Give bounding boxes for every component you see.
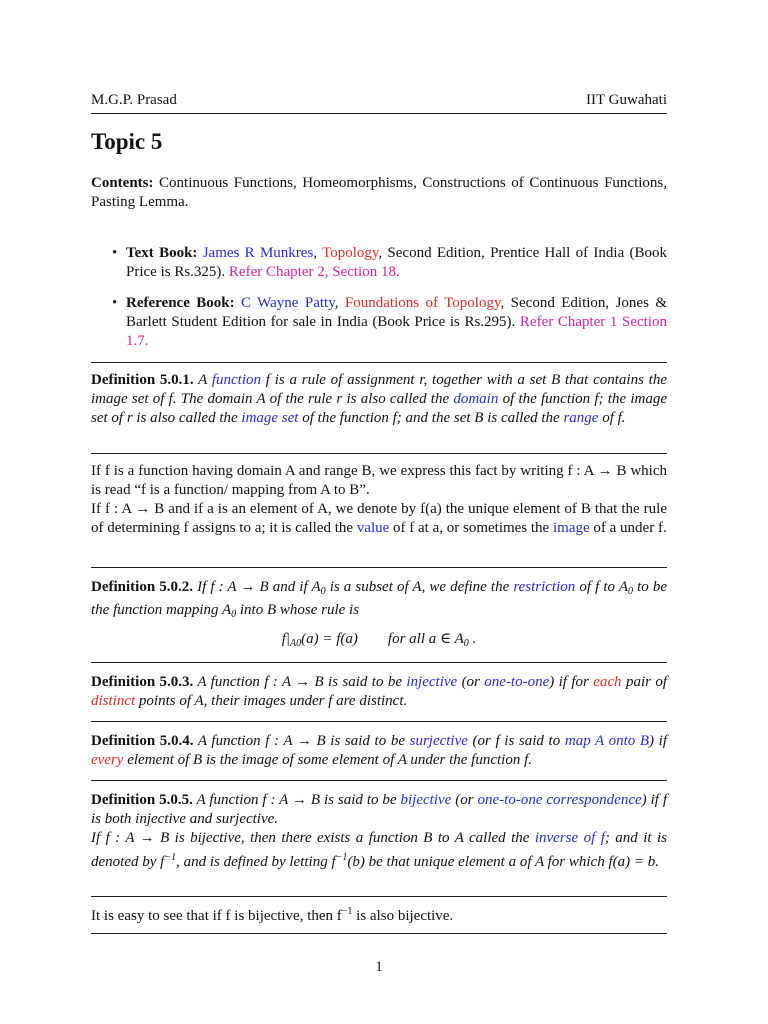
definition-text: A function f : A → B is said to be [193, 674, 407, 690]
term-surjective: surjective [409, 733, 468, 749]
textbook-label: Text Book: [126, 245, 198, 261]
definition-text: of the function f; the image set of r is also called the [91, 391, 667, 426]
definition-text: (or f is said to [467, 733, 565, 749]
contents-text: Continuous Functions, Homeomorphisms, Constructions of Continuous Functions, Pasting Lemma. [91, 175, 667, 210]
subscript: 0 [231, 609, 237, 620]
definition-text: If f : A → B and if A [193, 579, 321, 595]
definition-label: Definition 5.0.2. [91, 579, 194, 595]
formula-part: f| [281, 631, 291, 647]
paragraph-text: If f : A → B and if a is an element of A, we denote by f(a) the unique element of B that the rule of determining f assigns to a; it is called the [91, 501, 667, 536]
definition-5-0-4 [91, 732, 667, 770]
section-rule [91, 933, 667, 934]
definition-text: If f : A → B is bijective, then there exists a function B to A called the [91, 830, 535, 846]
term-one-to-one: one-to-one [484, 674, 550, 690]
term-inverse: inverse of f [534, 830, 605, 846]
definition-text: (b) be that unique element a of A for which f(a) = b. [347, 854, 659, 870]
definition-text: is a subset of A, we define the [325, 579, 514, 595]
bijective-remark [91, 902, 667, 926]
function-paragraph [91, 462, 667, 538]
definition-text: ; and it is denoted by f [91, 830, 667, 870]
definition-text: of the function f; and the set B is called the [298, 410, 564, 426]
refbook-details: , Second Edition, Jones & Barlett Student Edition for sale in India (Book Price is Rs.295). [126, 295, 667, 330]
definition-text: element of B is the image of some element of A under the function f. [123, 752, 532, 768]
refbook-refer: Refer Chapter 1 Section 1.7. [126, 314, 667, 349]
definition-text: ) if f is both injective and surjective. [91, 792, 668, 827]
definition-label: Definition 5.0.3. [91, 674, 194, 690]
textbook-refer: Refer Chapter 2, Section 18. [228, 264, 400, 280]
textbook-details: , Second Edition, Prentice Hall of India (Book Price is Rs.325). [126, 245, 668, 280]
subscript: 0 [628, 586, 634, 597]
term-range: range [563, 410, 599, 426]
contents-paragraph [91, 174, 667, 212]
formula-part: . [468, 631, 477, 647]
page-number: 1 [375, 959, 383, 975]
definition-5-0-3 [91, 673, 667, 711]
refbook-item [91, 294, 667, 351]
section-rule [91, 453, 667, 454]
term-restriction: restriction [513, 579, 576, 595]
header-institute: IIT Guwahati [586, 92, 667, 108]
refbook-title: Foundations of Topology [344, 295, 501, 311]
superscript: −1 [335, 852, 348, 863]
paragraph-text: of a under f. [589, 520, 667, 536]
paragraph-line [91, 500, 667, 538]
definition-text: , and is defined by letting f [176, 854, 336, 870]
definition-text: points of A, their images under f are distinct. [135, 693, 408, 709]
formula-part: for all a ∈ A [387, 631, 464, 647]
definition-5-0-1 [91, 371, 667, 428]
definition-text: (or [457, 674, 485, 690]
book-list [91, 244, 667, 363]
topic-title: Topic 5 [91, 129, 163, 154]
term-bijective: bijective [400, 792, 452, 808]
textbook-item [91, 244, 667, 282]
definition-label: Definition 5.0.4. [91, 733, 194, 749]
section-rule [91, 780, 667, 781]
definition-label: Definition 5.0.5. [91, 792, 193, 808]
definition-text: to be the function mapping A [91, 579, 668, 618]
section-rule [91, 662, 667, 663]
superscript: −1 [164, 852, 177, 863]
definition-5-0-2 [91, 578, 667, 624]
definition-text: A function f : A → B is said to be [193, 733, 410, 749]
term-distinct: distinct [91, 693, 136, 709]
term-one-to-one-correspondence: one-to-one correspondence [477, 792, 642, 808]
refbook-sep: , [334, 295, 345, 311]
definition-5-0-5 [91, 791, 667, 872]
term-value: value [356, 520, 390, 536]
definition-label: Definition 5.0.1. [91, 372, 194, 388]
definition-text: A [193, 372, 212, 388]
restriction-formula [91, 630, 667, 653]
textbook-title: Topology [322, 245, 379, 261]
definition-text: A function f : A → B is said to be [192, 792, 401, 808]
subscript: 0 [320, 586, 326, 597]
term-image: image [552, 520, 590, 536]
term-injective: injective [406, 674, 458, 690]
definition-text: ) if [649, 733, 667, 749]
definition-text: f is a rule of assignment r, together with a set B that contains the image set of f. The domain A of the rule r is also called the [91, 372, 668, 407]
definition-text: into B whose rule is [236, 602, 360, 618]
section-rule [91, 567, 667, 568]
formula-part: (a) = f(a) [301, 631, 358, 647]
running-header [91, 91, 667, 110]
definition-line [91, 829, 667, 872]
definition-text: ) if for [549, 674, 594, 690]
page [91, 0, 667, 1024]
header-rule [91, 113, 667, 114]
term-image-set: image set [241, 410, 299, 426]
contents-label: Contents: [91, 175, 154, 191]
header-author: M.G.P. Prasad [91, 92, 177, 108]
textbook-sep: , [313, 245, 323, 261]
term-domain: domain [453, 391, 499, 407]
term-each: each [593, 674, 622, 690]
definition-text: of f. [598, 410, 626, 426]
section-rule [91, 896, 667, 897]
paragraph-line: If f is a function having domain A and range B, we express this fact by writing f : A → B which is read “f is a function/ mapping from A to B”. [91, 463, 667, 498]
definition-text: of f to A [575, 579, 629, 595]
refbook-author: C Wayne Patty [241, 295, 335, 311]
textbook-author: James R Munkres [202, 245, 314, 261]
remark-text: is also bijective. [352, 908, 454, 924]
definition-text: (or [451, 792, 478, 808]
paragraph-text: of f at a, or sometimes the [389, 520, 553, 536]
bullet-icon: • [112, 245, 118, 261]
definition-text: pair of [621, 674, 667, 690]
formula-subscript: A0 [290, 638, 302, 649]
remark-text: It is easy to see that if f is bijective, then f [91, 908, 342, 924]
term-function: function [211, 372, 262, 388]
refbook-label: Reference Book: [126, 295, 235, 311]
term-every: every [91, 752, 124, 768]
section-rule [91, 721, 667, 722]
formula-subscript: 0 [463, 638, 469, 649]
bullet-icon: • [112, 295, 118, 311]
definition-line [91, 791, 667, 829]
superscript: −1 [341, 906, 353, 917]
section-rule [91, 362, 667, 363]
term-map-onto: map A onto B [564, 733, 650, 749]
